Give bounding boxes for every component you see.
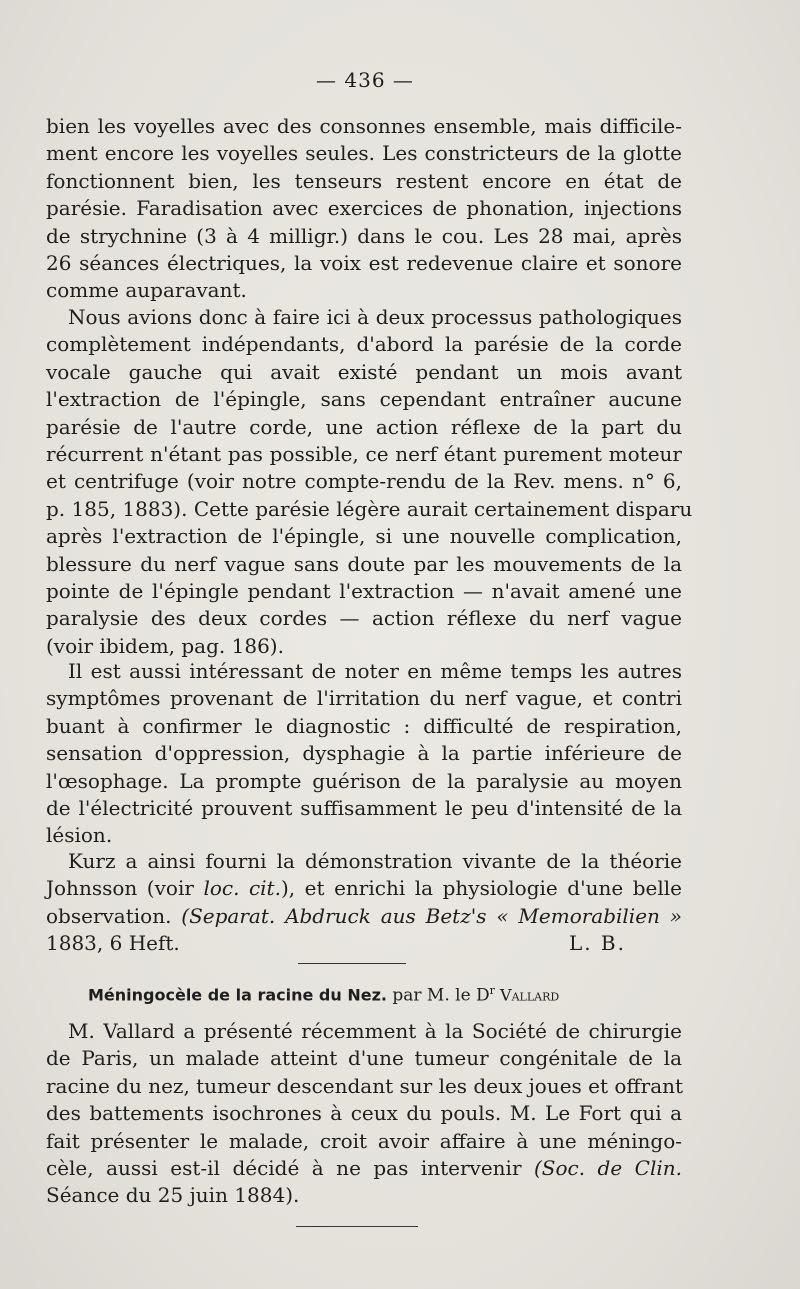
paragraph-analysis bbox=[46, 304, 693, 660]
citation-italic: (Separat. Abdruck aus Betz's « Memorabilien » bbox=[181, 903, 682, 928]
text-line: fonctionnent bien, les tenseurs restent encore en état de bbox=[46, 168, 682, 193]
text-line: (voir ibidem, pag. 186). bbox=[46, 633, 284, 658]
text-line: paralysie des deux cordes — action réflexe du nerf vague bbox=[46, 606, 682, 631]
citation-italic: loc. cit. bbox=[203, 876, 281, 901]
text-line: M. Vallard a présenté récemment à la Société de chirurgie bbox=[68, 1019, 682, 1043]
article-body bbox=[46, 1018, 682, 1210]
article-heading bbox=[88, 984, 648, 1006]
text-run: ), et enrichi la physiologie d'une belle bbox=[280, 876, 682, 901]
citation-italic: (Soc. de Clin. bbox=[533, 1155, 682, 1180]
page-number: — 436 — bbox=[316, 68, 414, 92]
text-line bbox=[46, 903, 682, 930]
text-run: cèle, aussi est-il décidé à ne pas intervenir bbox=[46, 1155, 534, 1180]
byline-author: Vallard bbox=[494, 985, 560, 1005]
text-line: pointe de l'épingle pendant l'extraction — n'avait amené une bbox=[46, 578, 682, 603]
text-line: p. 185, 1883). Cette parésie légère aurait certainement disparu bbox=[46, 496, 693, 521]
text-line: Nous avions donc à faire ici à deux processus pathologiques bbox=[68, 305, 682, 329]
text-line: parésie. Faradisation avec exercices de phonation, injections bbox=[46, 196, 682, 221]
author-signature: L. B. bbox=[568, 931, 626, 956]
text-line: bien les voyelles avec des consonnes ensemble, mais difficile- bbox=[46, 114, 682, 138]
text-run: 1883, 6 Heft. bbox=[46, 931, 180, 956]
text-line: complètement indépendants, d'abord la parésie de la corde bbox=[46, 332, 682, 357]
text-line: racine du nez, tumeur descendant sur les deux joues et offrant bbox=[46, 1073, 684, 1098]
text-line: symptômes provenant de l'irritation du nerf vague, et contri bbox=[46, 686, 682, 711]
byline-prefix: par M. le D bbox=[386, 985, 490, 1006]
text-line: blessure du nerf vague sans doute par les mouvements de la bbox=[46, 551, 682, 576]
text-line: Kurz a ainsi fourni la démonstration vivante de la théorie bbox=[68, 849, 682, 873]
text-line: de Paris, un malade atteint d'une tumeur congénitale de la bbox=[46, 1046, 682, 1071]
text-line: de strychnine (3 à 4 milligr.) dans le cou. Les 28 mai, après bbox=[46, 223, 682, 248]
text-line: l'extraction de l'épingle, sans cependant entraîner aucune bbox=[46, 387, 682, 412]
article-title: Méningocèle de la racine du Nez. bbox=[88, 985, 387, 1005]
text-run: observation. bbox=[46, 903, 182, 928]
text-line: ment encore les voyelles seules. Les constricteurs de la glotte bbox=[46, 141, 682, 166]
text-line: récurrent n'étant pas possible, ce nerf étant purement moteur bbox=[46, 441, 682, 466]
text-line: lésion. bbox=[46, 823, 113, 848]
text-line: l'œsophage. La prompte guérison de la paralysie au moyen bbox=[46, 768, 682, 793]
text-line: Séance du 25 juin 1884). bbox=[46, 1183, 300, 1208]
text-line: sensation d'oppression, dysphagie à la partie inférieure de bbox=[46, 741, 682, 766]
text-line: 26 séances électriques, la voix est redevenue claire et sonore bbox=[46, 250, 682, 275]
text-line: des battements isochrones à ceux du pouls. M. Le Fort qui a bbox=[46, 1101, 682, 1126]
text-run: Johnsson (voir bbox=[46, 876, 204, 901]
text-line: parésie de l'autre corde, une action réflexe de la part du bbox=[46, 414, 682, 439]
byline-superscript: r bbox=[489, 984, 495, 997]
paragraph-conclusion bbox=[46, 848, 682, 958]
text-line bbox=[46, 875, 682, 902]
text-line: buant à confirmer le diagnostic : difficulté de respiration, bbox=[46, 713, 682, 738]
paragraph-symptoms bbox=[46, 658, 682, 850]
text-line bbox=[46, 930, 682, 957]
text-line: fait présenter le malade, croit avoir affaire à une méningo- bbox=[46, 1128, 682, 1153]
text-line bbox=[46, 1155, 682, 1182]
section-divider bbox=[298, 963, 406, 964]
text-line: vocale gauche qui avait existé pendant un mois avant bbox=[46, 359, 682, 384]
text-line: de l'électricité prouvent suffisamment le peu d'intensité de la bbox=[46, 795, 682, 820]
end-divider bbox=[296, 1226, 418, 1227]
text-line: et centrifuge (voir notre compte-rendu de la Rev. mens. n° 6, bbox=[46, 469, 682, 494]
text-line: après l'extraction de l'épingle, si une nouvelle complication, bbox=[46, 524, 682, 549]
paragraph-continuation bbox=[46, 113, 682, 305]
text-line: comme auparavant. bbox=[46, 278, 247, 303]
text-line: Il est aussi intéressant de noter en même temps les autres bbox=[68, 659, 682, 683]
